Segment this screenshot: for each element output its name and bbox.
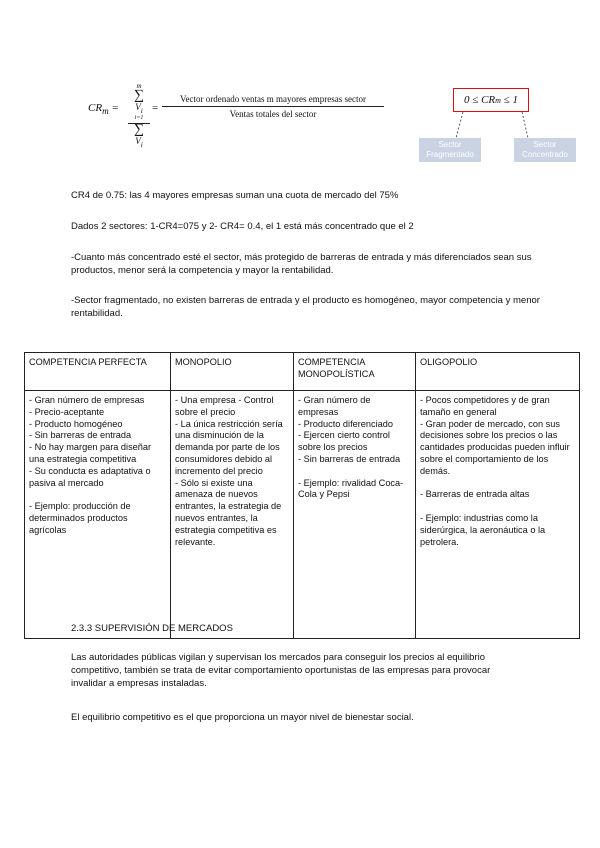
market-structures-table bbox=[24, 352, 580, 639]
cell-competencia-perfecta: - Gran número de empresas - Precio-aceptante - Producto homogéneo - Sin barreras de entrada - No hay margen para diseñar una estrategia competitiva - Su conducta es adaptativa o pasiva al mercado - Ejemplo: producción de determinados productos agrícolas bbox=[25, 391, 171, 639]
formula-text-fraction bbox=[162, 94, 384, 119]
inequality-box: 0 ≤ CR m ≤ 1 bbox=[453, 88, 529, 112]
section-title: 2.3.3 SUPERVISIÓN DE MERCADOS bbox=[71, 623, 233, 634]
paragraph-cr4-example: CR4 de 0.75: las 4 mayores empresas suman una cuota de mercado del 75% bbox=[71, 190, 399, 201]
label-sector-fragmentado: Sector Fragmentado bbox=[419, 138, 481, 162]
paragraph-concentration: -Cuanto más concentrado esté el sector, más protegido de barreras de entrada y más diferenciados sean sus productos, menor será la competencia y mayor la rentabilidad. bbox=[71, 252, 532, 276]
formula-numerator: Vector ordenado ventas m mayores empresas sector bbox=[162, 94, 384, 107]
table-header-row bbox=[25, 353, 580, 391]
section-paragraph-equilibrium: El equilibrio competitivo es el que proporciona un mayor nivel de bienestar social. bbox=[71, 712, 414, 723]
inequality-arrows bbox=[420, 110, 580, 140]
cell-oligopolio: - Pocos competidores y de gran tamaño en general - Gran poder de mercado, con sus decisiones sobre los precios o las cantidades producidas pueden influir sobre el comportamiento de los demás. - Barreras de entrada altas - Ejemplo: industrias como la siderúrgica, la aeronáutica o la petrolera. bbox=[416, 391, 580, 639]
paragraph-fragmentation: -Sector fragmentado, no existen barreras de entrada y el producto es homogéneo, mayor competencia y menor rentabilidad. bbox=[71, 295, 540, 319]
header-oligopolio: OLIGOPOLIO bbox=[416, 353, 580, 391]
section-paragraph-authorities: Las autoridades públicas vigilan y supervisan los mercados para conseguir los precios al equilibrio competitivo, también se trata de evitar comportamiento oportunistas de las empresas para provocar invalidar a empresas instaladas. bbox=[71, 652, 491, 689]
label-sector-concentrado: Sector Concentrado bbox=[514, 138, 576, 162]
formula-lhs: $CR_m$ = bbox=[88, 102, 119, 117]
header-competencia-monopolistica: COMPETENCIA MONOPOLÍSTICA bbox=[294, 353, 416, 391]
paragraph-two-sectors: Dados 2 sectores: 1-CR4=075 y 2- CR4= 0.4, el 1 está más concentrado que el 2 bbox=[71, 221, 414, 232]
cell-competencia-monopolistica: - Gran número de empresas - Producto diferenciado - Ejercen cierto control sobre los precios - Sin barreras de entrada - Ejemplo: rivalidad Coca-Cola y Pepsi bbox=[294, 391, 416, 639]
header-monopolio: MONOPOLIO bbox=[171, 353, 294, 391]
concentration-formula: $CR_m$ = m ∑ $V_i$ i=1 ∑ $V_i$ = Vector ordenado ventas m mayores empresas sector Ventas totales del sector bbox=[88, 80, 388, 142]
cell-monopolio: - Una empresa - Control sobre el precio - La única restricción sería una disminución de la demanda por parte de los consumidores debido al incremento del precio - Sólo si existe una amenaza de nuevos entrantes, la estrategia de nuevos entrantes, la estrategia competitiva es relevante. bbox=[171, 391, 294, 639]
table-body-row bbox=[25, 391, 580, 639]
formula-denominator: Ventas totales del sector bbox=[229, 109, 317, 119]
formula-sum-fraction: m ∑ $V_i$ i=1 ∑ $V_i$ bbox=[128, 82, 150, 149]
header-competencia-perfecta: COMPETENCIA PERFECTA bbox=[25, 353, 171, 391]
